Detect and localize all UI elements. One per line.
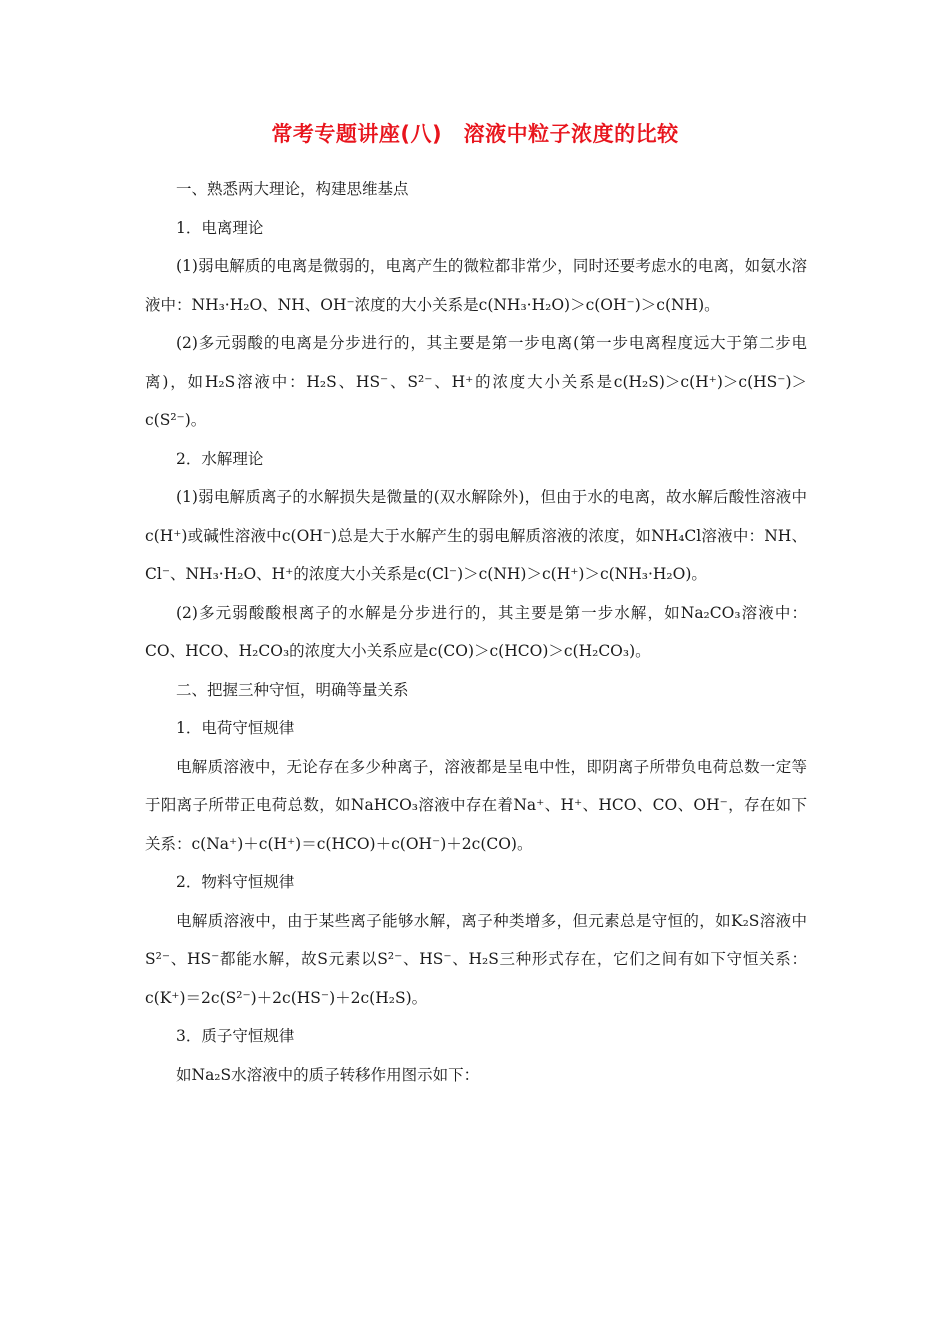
subheading-ionization-theory: 1．电离理论 bbox=[176, 218, 264, 237]
subheading-charge-conservation: 1．电荷守恒规律 bbox=[176, 719, 295, 737]
paragraph-material-conservation: 电解质溶液中，由于某些离子能够水解，离子种类增多，但元素总是守恒的，如K₂S溶液中S²⁻、HS⁻都能水解，故S元素以S²⁻、HS⁻、H₂S三种形式存在，它们之间有如下守恒关系：c(K⁺)＝2c(S²⁻)＋2c(HS⁻)＋2c(H₂S)。 bbox=[145, 911, 807, 1007]
paragraph-proton-transfer-intro: 如Na₂S水溶液中的质子转移作用图示如下： bbox=[176, 1065, 480, 1084]
page-title: 常考专题讲座(八) 溶液中粒子浓度的比较 bbox=[271, 122, 679, 146]
section-heading-conservation: 二、把握三种守恒，明确等量关系 bbox=[176, 680, 409, 699]
subheading-hydrolysis-theory: 2．水解理论 bbox=[176, 449, 264, 468]
subheading-material-conservation: 2．物料守恒规律 bbox=[176, 873, 295, 891]
subheading-proton-conservation: 3．质子守恒规律 bbox=[176, 1027, 295, 1045]
paragraph-ion-hydrolysis: (1)弱电解质离子的水解损失是微量的(双水解除外)，但由于水的电离，故水解后酸性溶液中c(H⁺)或碱性溶液中c(OH⁻)总是大于水解产生的弱电解质溶液的浓度，如NH₄Cl溶液中：NH、Cl⁻、NH₃·H₂O、H⁺的浓度大小关系是c(Cl⁻)＞c(NH)＞c(H⁺)＞c(NH₃·H₂O)。 bbox=[145, 488, 807, 583]
paragraph-weak-electrolyte-ionization: (1)弱电解质的电离是微弱的，电离产生的微粒都非常少，同时还要考虑水的电离，如氨水溶液中：NH₃·H₂O、NH、OH⁻浓度的大小关系是c(NH₃·H₂O)＞c(OH⁻)＞c(NH)。 bbox=[145, 257, 807, 314]
paragraph-polyprotic-anion-hydrolysis: (2)多元弱酸酸根离子的水解是分步进行的，其主要是第一步水解，如Na₂CO₃溶液中：CO、HCO、H₂CO₃的浓度大小关系应是c(CO)＞c(HCO)＞c(H₂CO₃)。 bbox=[145, 603, 807, 660]
document-body bbox=[145, 170, 807, 1094]
paragraph-charge-conservation: 电解质溶液中，无论存在多少种离子，溶液都是呈电中性，即阴离子所带负电荷总数一定等于阳离子所带正电荷总数，如NaHCO₃溶液中存在着Na⁺、H⁺、HCO、CO、OH⁻，存在如下关系：c(Na⁺)＋c(H⁺)＝c(HCO)＋c(OH⁻)＋2c(CO)。 bbox=[145, 757, 807, 853]
section-heading-theories: 一、熟悉两大理论，构建思维基点 bbox=[176, 180, 409, 198]
paragraph-polyprotic-acid-ionization: (2)多元弱酸的电离是分步进行的，其主要是第一步电离(第一步电离程度远大于第二步电离)，如H₂S溶液中：H₂S、HS⁻、S²⁻、H⁺的浓度大小关系是c(H₂S)＞c(H⁺)＞c(HS⁻)＞c(S²⁻)。 bbox=[145, 334, 807, 429]
